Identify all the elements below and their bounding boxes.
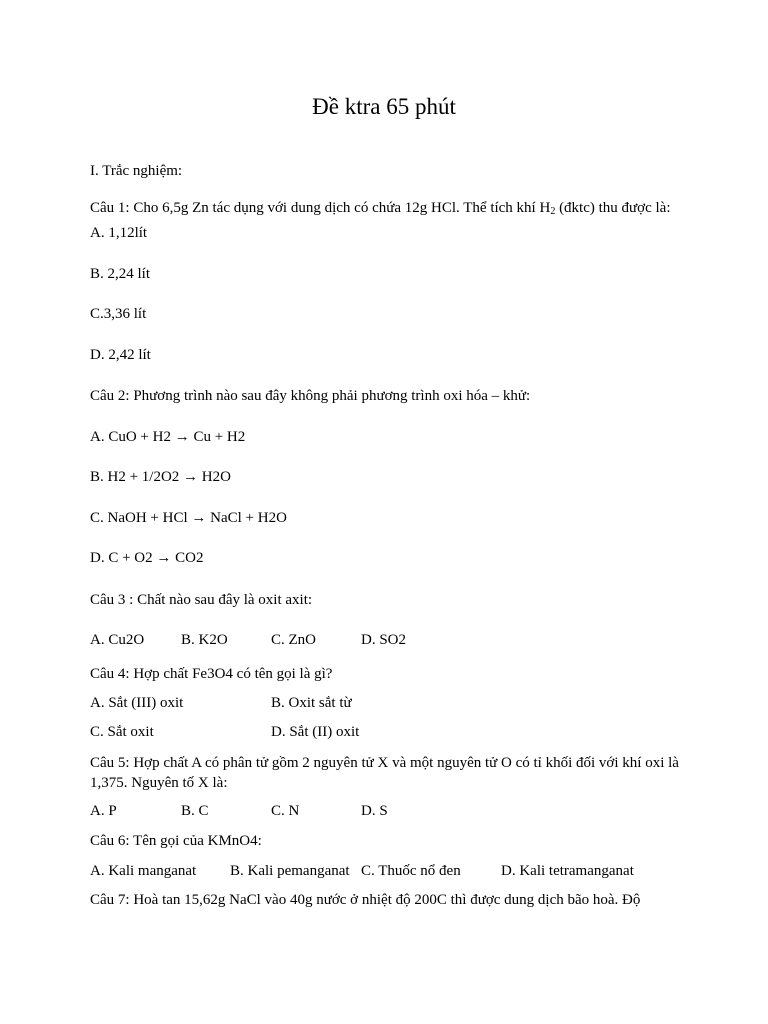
question-6-option-a: A. Kali manganat <box>90 863 197 879</box>
question-3-option-d: D. SO2 <box>361 632 407 648</box>
question-1-stem-post: (đktc) thu được là: <box>555 200 671 216</box>
question-1-option-c: C.3,36 lít <box>90 306 147 322</box>
question-3-stem: Câu 3 : Chất nào sau đây là oxit axit: <box>90 592 313 608</box>
question-3-option-a: A. Cu2O <box>90 632 145 648</box>
question-4-stem: Câu 4: Hợp chất Fe3O4 có tên gọi là gì? <box>90 666 333 682</box>
question-7-stem: Câu 7: Hoà tan 15,62g NaCl vào 40g nước ở nhiệt độ 200C thì được dung dịch bão hoà. Độ <box>90 892 641 908</box>
question-5-option-c: C. N <box>271 803 300 819</box>
question-1-option-a: A. 1,12lít <box>90 225 148 241</box>
section-heading: I. Trắc nghiệm: <box>90 163 183 179</box>
question-2-option-c: C. NaOH + HCl → NaCl + H2O <box>90 510 287 526</box>
question-1-stem-pre: Câu 1: Cho 6,5g Zn tác dụng với dung dịch có chứa 12g HCl. Thể tích khí H <box>90 200 551 216</box>
question-4-option-b: B. Oxit sắt từ <box>271 695 352 711</box>
question-2-option-d: D. C + O2 → CO2 <box>90 550 204 566</box>
question-2-option-b: B. H2 + 1/2O2 → H2O <box>90 469 231 485</box>
question-5-stem: Câu 5: Hợp chất A có phân tử gồm 2 nguyên tử X và một nguyên tử O có tỉ khối đối với khí oxi là 1,375. Nguyên tố X là: <box>90 755 679 791</box>
question-2-option-a: A. CuO + H2 → Cu + H2 <box>90 429 246 445</box>
question-3-option-b: B. K2O <box>181 632 228 648</box>
question-5-option-b: B. C <box>181 803 209 819</box>
question-6-option-d: D. Kali tetramanganat <box>501 863 634 879</box>
question-1-stem-subscript: 2 <box>550 206 556 217</box>
question-2-stem: Câu 2: Phương trình nào sau đây không phải phương trình oxi hóa – khử: <box>90 388 531 404</box>
question-1-option-b: B. 2,24 lít <box>90 266 151 282</box>
question-6-option-c: C. Thuốc nổ đen <box>361 863 461 879</box>
page-title: Đề ktra 65 phút <box>312 94 456 119</box>
question-1-stem <box>90 198 671 218</box>
question-3-option-c: C. ZnO <box>271 632 316 648</box>
question-5-option-d: D. S <box>361 803 388 819</box>
question-4-option-c: C. Sắt oxit <box>90 724 154 740</box>
question-6-option-b: B. Kali pemanganat <box>230 863 350 879</box>
question-4-option-a: A. Sắt (III) oxit <box>90 695 184 711</box>
question-1-option-d: D. 2,42 lít <box>90 347 151 363</box>
question-6-stem: Câu 6: Tên gọi của KMnO4: <box>90 833 262 849</box>
question-5-option-a: A. P <box>90 803 117 819</box>
question-4-option-d: D. Sắt (II) oxit <box>271 724 360 740</box>
